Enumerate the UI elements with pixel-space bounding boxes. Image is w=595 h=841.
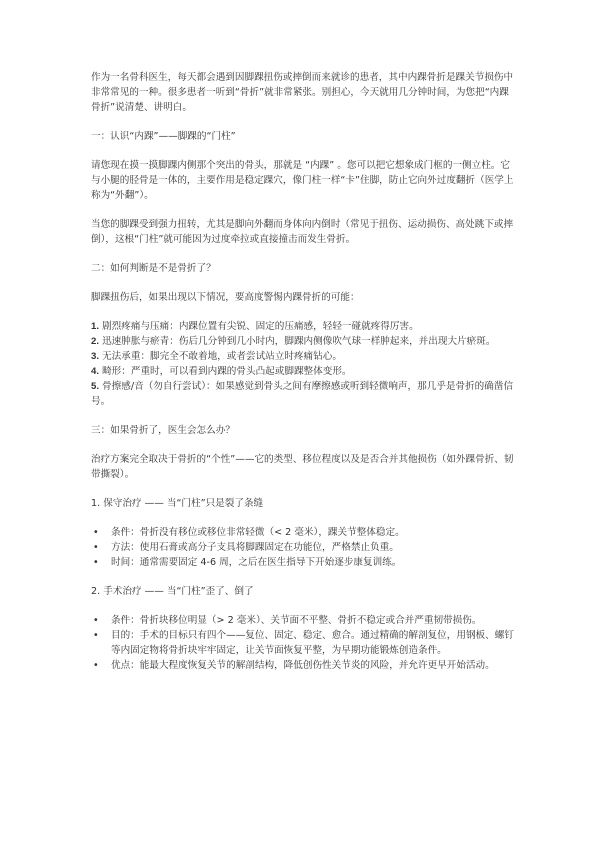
symptom-number: 3. [91,351,100,362]
symptom-list [91,319,516,409]
bullet-icon: • [93,557,99,568]
section-1-paragraph-1: 请您现在摸一摸脚踝内侧那个突出的骨头，那就是 “内踝” 。您可以把它想象成门框的一侧立柱。它与小腿的胫骨是一体的，主要作用是稳定踝穴，像门柱一样“卡”住脚，防止它向外过度翻折（医学上称为“外翻”）。 [91,160,514,201]
symptom-item [91,364,516,379]
section-3-lead: 治疗方案完全取决于骨折的“个性”——它的类型、移位程度以及是否合并其他损伤（如外踝骨折、韧带撕裂）。 [91,454,514,480]
conservative-treatment-title: 1. 保守治疗 —— 当“门柱”只是裂了条缝 [91,498,264,509]
symptom-text: 无法承重：脚完全不敢着地，或者尝试站立时疼痛钻心。 [102,351,342,362]
section-3-heading: 三：如果骨折了，医生会怎么办？ [91,425,235,436]
bullet-icon: • [93,615,99,626]
bullet-text: 条件：骨折块移位明显（> 2 毫米）、关节面不平整、骨折不稳定或合并严重韧带损伤。 [111,615,482,626]
symptom-item [91,319,516,334]
section-1-heading: 一：认识“内踝”——脚踝的“门柱” [91,131,236,142]
bullet-icon: • [93,527,99,538]
bullet-icon: • [93,542,99,553]
symptom-number: 2. [91,336,100,347]
symptom-item [91,334,516,349]
symptom-text: 畸形：严重时，可以看到内踝的骨头凸起或脚踝整体变形。 [102,366,352,377]
bullet-text: 时间：通常需要固定 4-6 周，之后在医生指导下开始逐步康复训练。 [111,557,402,568]
bullet-text: 条件：骨折没有移位或移位非常轻微（< 2 毫米），踝关节整体稳定。 [111,527,405,538]
surgical-treatment-title: 2. 手术治疗 —— 当“门柱”歪了、倒了 [91,586,254,597]
symptom-item [91,379,516,409]
section-1-paragraph-2: 当您的脚踝受到强力扭转，尤其是脚向外翻而身体向内倒时（常见于扭伤、运动损伤、高处跳下或摔倒），这根“门柱”就可能因为过度牵拉或直接撞击而发生骨折。 [91,219,514,245]
symptom-text: 骨擦感/音（勿自行尝试）：如果感觉到骨头之间有摩擦感或听到轻微响声，那几乎是骨折的确凿信号。 [91,381,514,407]
bullet-text: 方法：使用石膏或高分子支具将脚踝固定在功能位，严格禁止负重。 [111,542,399,553]
bullet-icon: • [93,630,99,641]
bullet-item [91,555,516,570]
intro-paragraph: 作为一名骨科医生，每天都会遇到因脚踝扭伤或摔倒而来就诊的患者，其中内踝骨折是踝关节损伤中非常常见的一种。很多患者一听到“骨折”就非常紧张。别担心，今天就用几分钟时间，为您把“内踝骨折”说清楚、讲明白。 [91,72,514,113]
symptom-text: 迅速肿胀与瘀青：伤后几分钟到几小时内，脚踝内侧像吹气球一样肿起来，并出现大片瘀斑。 [102,336,496,347]
symptom-number: 4. [91,366,100,377]
section-2-heading: 二：如何判断是不是骨折了？ [91,263,216,274]
bullet-item [91,540,516,555]
document-body [91,70,516,687]
bullet-item [91,658,516,673]
section-2-lead: 脚踝扭伤后，如果出现以下情况，要高度警惕内踝骨折的可能： [91,292,360,303]
bullet-text: 目的：手术的目标只有四个——复位、固定、稳定、愈合。通过精确的解剖复位，用钢板、螺钉等内固定物将骨折块牢牢固定，让关节面恢复平整，为早期功能锻炼创造条件。 [111,630,514,656]
bullet-item [91,525,516,540]
bullet-text: 优点：能最大程度恢复关节的解剖结构，降低创伤性关节炎的风险，并允许更早开始活动。 [111,660,495,671]
symptom-text: 剧烈疼痛与压痛：内踝位置有尖锐、固定的压痛感，轻轻一碰就疼得厉害。 [102,321,419,332]
conservative-treatment-list [91,525,516,570]
bullet-item [91,613,516,628]
symptom-number: 5. [91,381,100,392]
bullet-icon: • [93,660,99,671]
surgical-treatment-list [91,613,516,673]
bullet-item [91,628,516,658]
symptom-item [91,349,516,364]
symptom-number: 1. [91,321,100,332]
